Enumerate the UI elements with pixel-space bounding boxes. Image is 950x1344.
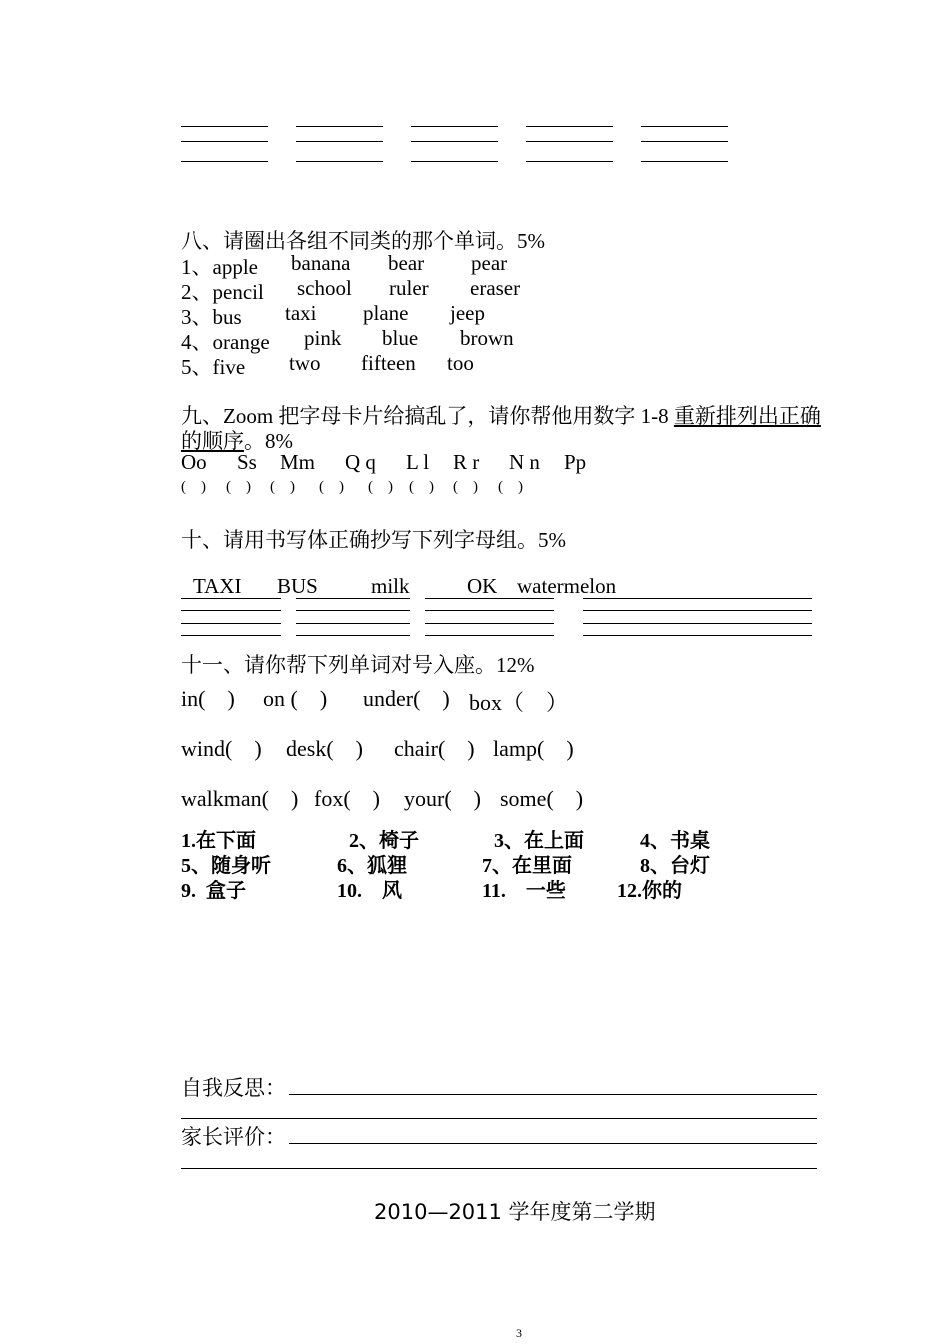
writing-line bbox=[296, 126, 383, 127]
writing-line[interactable] bbox=[181, 623, 281, 624]
sec8-row-4-word-1[interactable]: 4、orange bbox=[181, 330, 270, 354]
parent-comment-label: 家长评价： bbox=[181, 1125, 286, 1149]
sec8-row-2-word-3[interactable]: ruler bbox=[389, 276, 429, 300]
writing-line[interactable] bbox=[296, 598, 410, 599]
sec8-row-1-word-2[interactable]: banana bbox=[291, 251, 351, 275]
writing-line[interactable] bbox=[181, 635, 281, 636]
option-1: 1.在下面 bbox=[181, 830, 256, 852]
letter-card-4: Q q bbox=[345, 450, 376, 474]
sec8-row-3-word-4[interactable]: jeep bbox=[450, 301, 485, 325]
writing-line[interactable] bbox=[296, 635, 410, 636]
sec8-row-4-word-2[interactable]: pink bbox=[304, 326, 342, 350]
option-11: 11. 一些 bbox=[482, 880, 566, 902]
sec8-row-5-word-3[interactable]: fifteen bbox=[361, 351, 416, 375]
copy-word-bus: BUS bbox=[277, 574, 318, 598]
page-number: 3 bbox=[516, 1326, 522, 1340]
option-2: 2、椅子 bbox=[349, 830, 419, 852]
match-on[interactable]: on ( ) bbox=[263, 686, 328, 711]
writing-line bbox=[296, 161, 383, 162]
copy-word-ok: OK bbox=[467, 574, 498, 598]
letter-card-1: Oo bbox=[181, 450, 207, 474]
writing-line[interactable] bbox=[583, 598, 812, 599]
sec8-row-2-word-2[interactable]: school bbox=[297, 276, 352, 300]
writing-line bbox=[526, 126, 613, 127]
writing-line[interactable] bbox=[583, 623, 812, 624]
sec9-title-underlined-2: 的顺序 bbox=[181, 429, 244, 453]
copy-word-taxi: TAXI bbox=[193, 574, 242, 598]
writing-line bbox=[641, 141, 728, 142]
self-reflection-label: 自我反思： bbox=[181, 1076, 286, 1100]
writing-line bbox=[181, 161, 268, 162]
answer-bracket-4[interactable]: ( ) bbox=[319, 479, 344, 495]
option-4: 4、书桌 bbox=[640, 830, 710, 852]
writing-line[interactable] bbox=[425, 598, 554, 599]
answer-bracket-8[interactable]: ( ) bbox=[498, 479, 523, 495]
sec8-row-2-word-1[interactable]: 2、pencil bbox=[181, 280, 264, 304]
answer-bracket-5[interactable]: ( ) bbox=[368, 479, 393, 495]
section-11-title: 十一、请你帮下列单词对号入座。12% bbox=[181, 653, 535, 677]
option-9: 9. 盒子 bbox=[181, 880, 246, 902]
sec8-row-1-word-1[interactable]: 1、apple bbox=[181, 255, 258, 279]
letter-card-7: N n bbox=[509, 450, 540, 474]
option-8: 8、台灯 bbox=[640, 855, 710, 877]
letter-card-8: Pp bbox=[564, 450, 587, 474]
section-8-title: 八、请圈出各组不同类的那个单词。5% bbox=[181, 229, 545, 253]
match-chair[interactable]: chair( ) bbox=[394, 736, 475, 761]
sec8-row-5-word-2[interactable]: two bbox=[289, 351, 321, 375]
letter-card-5: L l bbox=[406, 450, 430, 474]
writing-line[interactable] bbox=[425, 623, 554, 624]
writing-line bbox=[181, 141, 268, 142]
answer-bracket-2[interactable]: ( ) bbox=[226, 479, 251, 495]
writing-line[interactable] bbox=[296, 623, 410, 624]
sec9-title-part-a: 九、Zoom 把字母卡片给搞乱了，请你帮他用数字 1-8 bbox=[181, 404, 674, 428]
sec8-row-1-word-4[interactable]: pear bbox=[471, 251, 508, 275]
answer-bracket-6[interactable]: ( ) bbox=[409, 479, 434, 495]
sec8-row-3-word-1[interactable]: 3、bus bbox=[181, 305, 242, 329]
writing-line bbox=[296, 141, 383, 142]
sec8-row-4-word-4[interactable]: brown bbox=[460, 326, 514, 350]
writing-line bbox=[411, 141, 498, 142]
writing-line[interactable] bbox=[583, 610, 812, 611]
match-wind[interactable]: wind( ) bbox=[181, 736, 262, 761]
writing-line bbox=[181, 126, 268, 127]
option-5: 5、随身听 bbox=[181, 855, 271, 877]
option-6: 6、狐狸 bbox=[337, 855, 407, 877]
match-in[interactable]: in( ) bbox=[181, 686, 235, 711]
match-some[interactable]: some( ) bbox=[500, 786, 584, 811]
writing-line[interactable] bbox=[425, 635, 554, 636]
match-box[interactable]: box（ ） bbox=[469, 690, 569, 715]
writing-line bbox=[641, 161, 728, 162]
term-heading: 2010—2011 学年度第二学期 bbox=[374, 1200, 656, 1224]
writing-line bbox=[411, 161, 498, 162]
writing-line bbox=[411, 126, 498, 127]
match-under[interactable]: under( ) bbox=[363, 686, 450, 711]
parent-comment-line[interactable] bbox=[289, 1143, 817, 1144]
sec8-row-5-word-4[interactable]: too bbox=[447, 351, 474, 375]
option-3: 3、在上面 bbox=[494, 830, 584, 852]
self-reflection-line[interactable] bbox=[289, 1094, 817, 1095]
letter-card-6: R r bbox=[453, 450, 480, 474]
match-walkman[interactable]: walkman( ) bbox=[181, 786, 299, 811]
match-desk[interactable]: desk( ) bbox=[286, 736, 363, 761]
copy-word-milk: milk bbox=[371, 574, 410, 598]
sec8-row-3-word-3[interactable]: plane bbox=[363, 301, 409, 325]
sec8-row-3-word-2[interactable]: taxi bbox=[285, 301, 317, 325]
writing-line bbox=[526, 141, 613, 142]
answer-bracket-7[interactable]: ( ) bbox=[453, 479, 478, 495]
match-fox[interactable]: fox( ) bbox=[314, 786, 380, 811]
match-your[interactable]: your( ) bbox=[404, 786, 481, 811]
copy-word-watermelon: watermelon bbox=[517, 574, 617, 598]
sec8-row-1-word-3[interactable]: bear bbox=[388, 251, 425, 275]
writing-line[interactable] bbox=[296, 610, 410, 611]
writing-line[interactable] bbox=[181, 610, 281, 611]
writing-line bbox=[526, 161, 613, 162]
writing-line[interactable] bbox=[583, 635, 812, 636]
answer-bracket-1[interactable]: ( ) bbox=[181, 479, 206, 495]
letter-card-2: Ss bbox=[237, 450, 257, 474]
sec8-row-2-word-4[interactable]: eraser bbox=[470, 276, 521, 300]
sec9-title-underlined: 重新排列出正确 bbox=[673, 404, 821, 428]
parent-comment-line-2[interactable] bbox=[181, 1168, 817, 1169]
match-lamp[interactable]: lamp( ) bbox=[493, 736, 574, 761]
letter-card-3: Mm bbox=[280, 450, 316, 474]
option-12: 12.你的 bbox=[617, 880, 682, 902]
answer-bracket-3[interactable]: ( ) bbox=[270, 479, 295, 495]
writing-line[interactable] bbox=[425, 610, 554, 611]
sec9-title-part-d: 。8% bbox=[244, 429, 293, 453]
writing-line bbox=[641, 126, 728, 127]
section-10-title: 十、请用书写体正确抄写下列字母组。5% bbox=[181, 528, 566, 552]
sec8-row-5-word-1[interactable]: 5、five bbox=[181, 355, 246, 379]
self-reflection-line-2[interactable] bbox=[181, 1118, 817, 1119]
sec8-row-4-word-3[interactable]: blue bbox=[382, 326, 419, 350]
option-7: 7、在里面 bbox=[482, 855, 572, 877]
writing-line[interactable] bbox=[181, 598, 281, 599]
option-10: 10. 风 bbox=[337, 880, 402, 902]
